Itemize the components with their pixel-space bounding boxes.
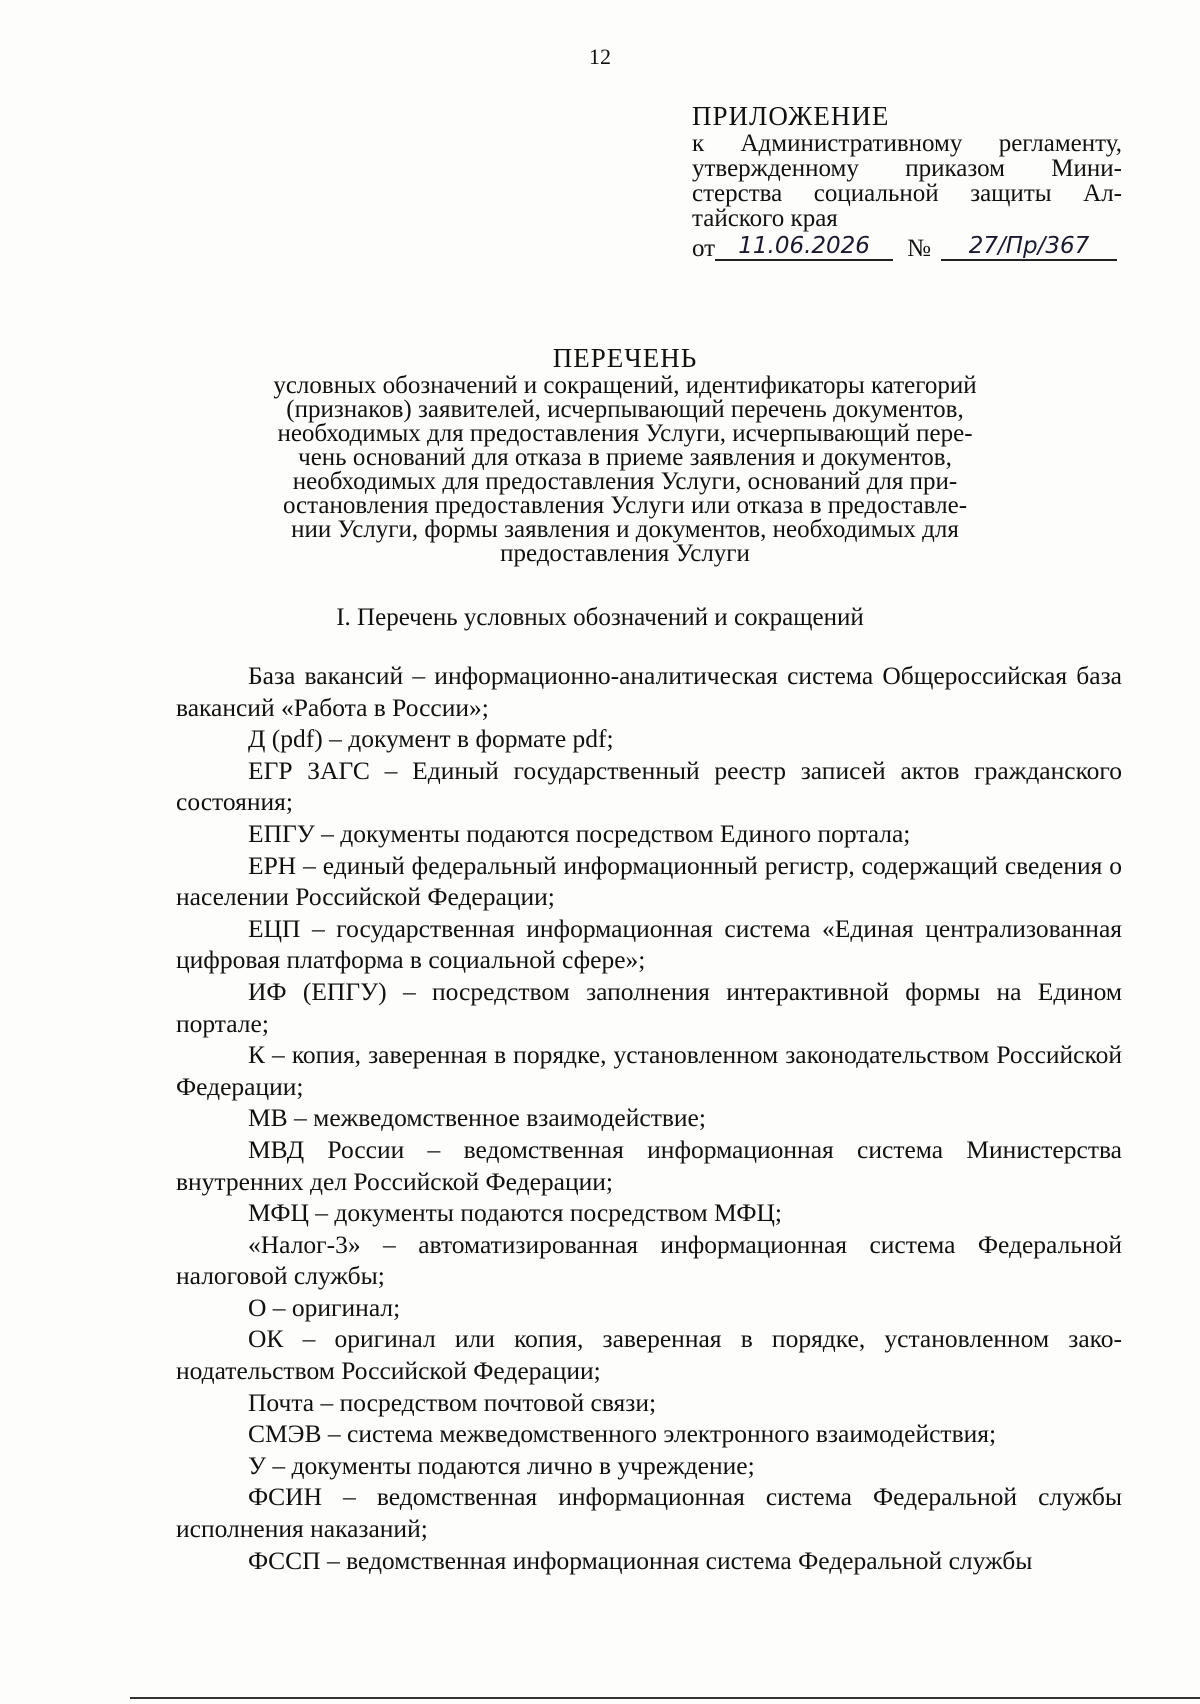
title-subtitle-line: предоставления Услуги (500, 540, 750, 567)
definition-item: О – оригинал; (248, 1292, 401, 1322)
title-subtitle-line: условных обозначений и сокращений, идентификаторы категорий (273, 372, 977, 399)
definition-item: У – документы подаются лично в учреждение; (248, 1450, 755, 1480)
section-heading: I. Перечень условных обозначений и сокращений (336, 604, 864, 631)
appendix-line: тайского края (692, 205, 838, 232)
number-sign: № (907, 235, 931, 262)
definition-item: «Налог-3» – автоматизированная информационная система Федеральной налоговой службы; (176, 1229, 1122, 1291)
appendix-block (692, 101, 1122, 262)
definition-item: ЕРН – единый федеральный информационный регистр, содержащий сведения о населении Российской Федерации; (176, 850, 1122, 912)
handwritten-number: 27/Пр/367 (941, 233, 1117, 261)
appendix-line: к Административному регламенту, (692, 130, 1122, 157)
title-subtitle-line: необходимых для предоставления Услуги, исчерпывающий пере- (277, 420, 973, 447)
appendix-date-row (692, 233, 1122, 261)
definition-item: ИФ (ЕПГУ) – посредством заполнения интерактивной формы на Едином портале; (176, 976, 1122, 1038)
definition-item: Д (pdf) – документ в формате pdf; (248, 724, 614, 754)
appendix-line: утвержденному приказом Мини- (692, 155, 1122, 182)
definition-item: ЕГР ЗАГС – Единый государственный реестр записей актов гражданского состояния; (176, 755, 1122, 817)
date-prefix: от (692, 235, 716, 262)
title-subtitle-line: (признаков) заявителей, исчерпывающий перечень документов, (286, 396, 964, 423)
definition-item: СМЭВ – система межведомственного электронного взаимодействия; (248, 1419, 997, 1449)
appendix-line: стерства социальной защиты Ал- (692, 180, 1122, 207)
definition-item: Почта – посредством почтовой связи; (248, 1387, 657, 1417)
title-subtitle-line: остановления предоставления Услуги или отказа в предоставле- (282, 492, 968, 519)
definitions-list (176, 660, 1122, 1576)
appendix-title: ПРИЛОЖЕНИЕ (692, 101, 890, 131)
document-title-block (200, 343, 1050, 567)
handwritten-date: 11.06.2026 (715, 233, 893, 261)
definition-item: ФССП – ведомственная информационная система Федеральной службы (248, 1545, 1033, 1575)
definition-item: МФЦ – документы подаются посредством МФЦ; (248, 1198, 783, 1228)
definition-item: ФСИН – ведомственная информационная система Федеральной службы исполнения наказаний; (176, 1482, 1122, 1544)
page-number: 12 (589, 44, 611, 69)
definition-item: МВ – межведомственное взаимодействие; (248, 1103, 706, 1133)
title-subtitle-line: нии Услуги, формы заявления и документов, необходимых для (291, 516, 959, 543)
title-subtitle-line: необходимых для предоставления Услуги, оснований для при- (292, 468, 958, 495)
definition-item: К – копия, заверенная в порядке, установленном законодательством Российской Федерации; (176, 1040, 1122, 1101)
document-title: ПЕРЕЧЕНЬ (552, 343, 698, 373)
bottom-rule (130, 1697, 1200, 1699)
definition-item: База вакансий – информационно-аналитическая система Общероссийская база вакансий «Работа в России»; (176, 661, 1122, 722)
definition-item: ЕПГУ – документы подаются посредством Единого портала; (248, 818, 911, 848)
title-subtitle-line: чень оснований для отказа в приеме заявления и документов, (298, 444, 952, 471)
definition-item: ОК – оригинал или копия, заверенная в порядке, установленном законодательством Российской Федерации; (176, 1324, 1122, 1386)
definition-item: ЕЦП – государственная информационная система «Единая централизованная цифровая платформа в социальной сфере»; (176, 913, 1122, 975)
definition-item: МВД России – ведомственная информационная система Министерства внутренних дел Российской Федерации; (176, 1134, 1122, 1196)
